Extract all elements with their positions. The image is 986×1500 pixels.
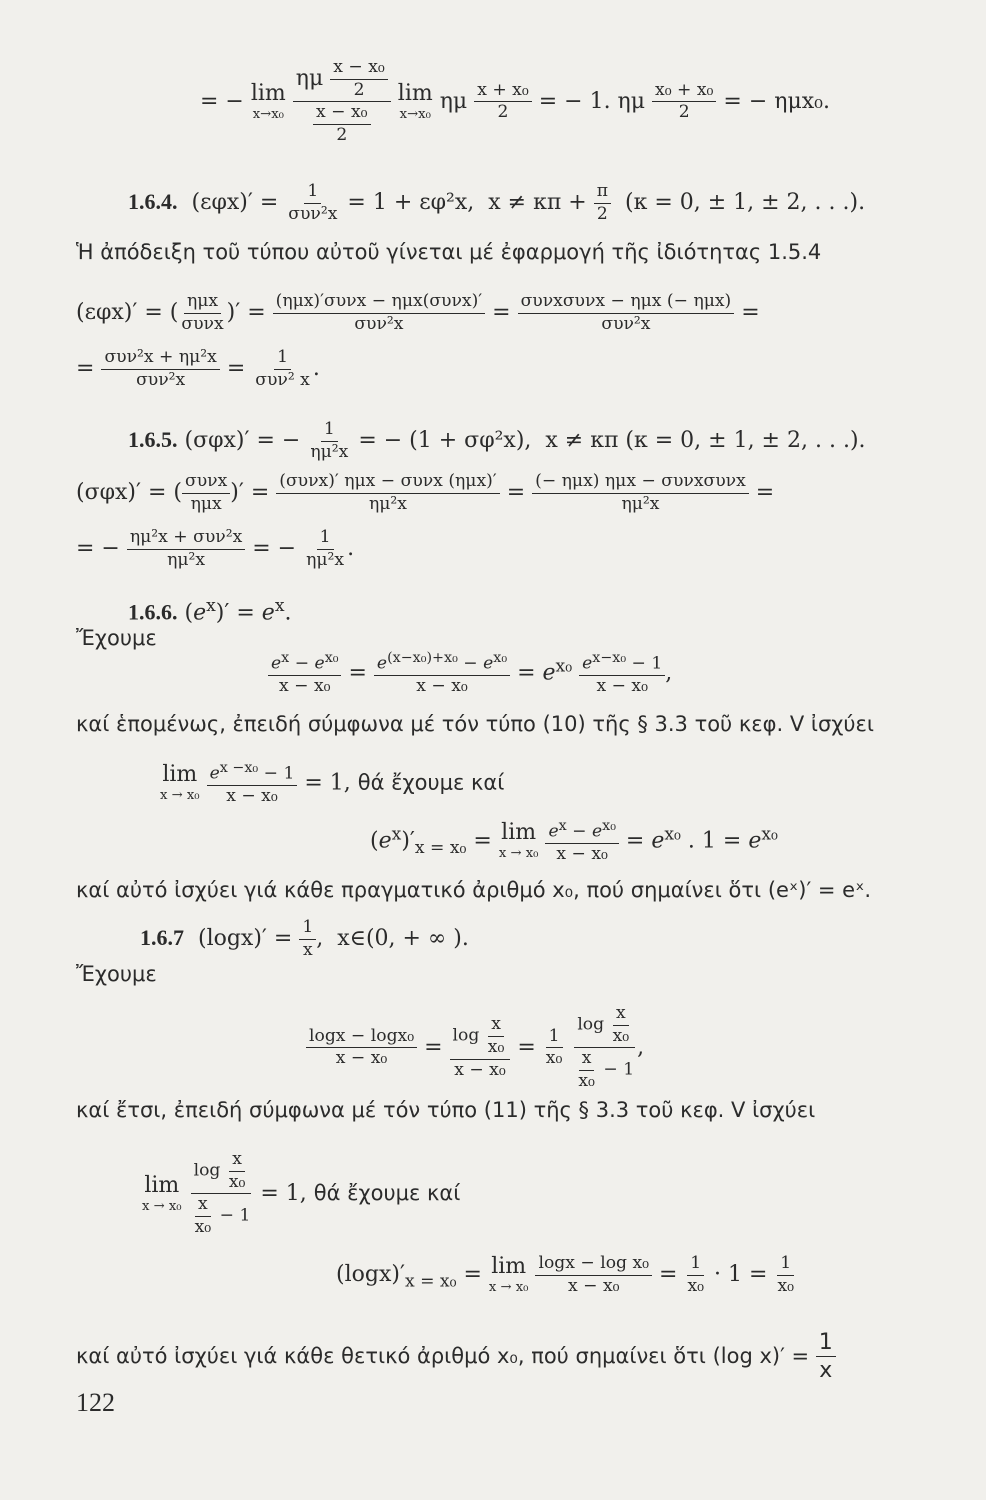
equation: lim x → x₀ $\frac{e^{x -x_0} - 1}{\text{x − x₀}}$ = 1, θά ἔχουμε καί [160,760,505,807]
equation: (εφx)′ = ( ημx συνx )′ = (ημx)′συνx − ημx(συνx)′ συν²x = συνxσυνx − ημx (− ημx) συν²x = [76,291,760,334]
equation: lim x → x₀ log $\frac{x}{\text{x₀}}$ $\frac{x}{\text{x₀}}$ − 1 = 1, θά ἔχουμε καί [142,1149,461,1238]
section-1-6-7-formula: 1.6.7 (logx)′ = $\frac{1}{x}$ , x∈(0, + ∞ ). [140,917,469,960]
paragraph: καί αὐτό ἰσχύει γιά κάθε θετικό ἀριθμό x₀, πού σημαίνει ὅτι (log x)′ = $\frac{1}{x}$ [76,1330,836,1384]
equation: $(e^x)'_{x = x_0} = \lim$ x → x₀ $\frac{e^x - e^{x_0}}{\text{x − x₀}}$ = $e^{x_0}$ . $1 = e^{x_0}$ [370,818,778,865]
inline-text: θά ἔχουμε καί [357,770,505,795]
section-1-6-4-formula: 1.6.4. (εφx)′ = 1 συν²x = 1 + εφ²x, x ≠ κπ + $\frac{\pi}{2}$ (κ = 0, ± 1, ± 2, . . .). [128,181,866,224]
section-heading: 1.6.7 [140,925,184,951]
section-1-6-5-formula: 1.6.5. (σφx)′ = − $\frac{1}{\text{ημ²x}}$ = − (1 + σφ²x), x ≠ κπ (κ = 0, ± 1, ± 2, . . .). [128,419,866,462]
inline-text: θά ἔχουμε καί [313,1180,461,1205]
equation: $\frac{e^x - e^{x_0}}{\text{x − x₀}}$ = $\frac{e^{(x-x_0)+x_0} - e^{x_0}}{\text{x − x₀}}$ = $e^{x_0}$ $\frac{e^{x-x_0} - 1}{\text{x − x₀}}$ , [268,650,672,697]
equation: $(\log x)'_{x = x_0} = \lim$ x → x₀ $\frac{\text{logx − log x₀}}{\text{x − x₀}}$ = $\frac{1}{\text{x₀}}$ · 1 = $\frac{1}{\text{x₀}}$ [336,1253,794,1296]
equation: (σφx)′ = ( συνx ημx )′ = (συνx)′ ημx − συνx (ημx)′ ημ²x = (− ημx) ημx − συνxσυνx ημ²x = [76,471,775,514]
equation: $\frac{\text{logx − logx₀}}{\text{x − x₀}}$ = log $\frac{x}{\text{x₀}}$ x − x₀ = $\frac{1}{\text{x₀}}$ log $\frac{x}{\text{x₀}}$ $\frac{x}{\text{x₀}}$ − 1 , [306,1004,644,1092]
equation: = − ημ²x + συν²x ημ²x = − $\frac{1}{\text{ημ²x}}$ . [76,527,355,570]
section-heading: 1.6.4. [128,189,178,215]
paragraph: καί ἑπομένως, ἐπειδή σύμφωνα μέ τόν τύπο (10) τῆς § 3.3 τοῦ κεφ. V ἰσχύει [76,712,875,736]
paragraph: καί αὐτό ἰσχύει γιά κάθε πραγματικό ἀριθμό x₀, πού σημαίνει ὅτι (eˣ)′ = eˣ. [76,878,872,902]
section-heading: 1.6.6. [128,599,178,625]
page-number: 122 [76,1388,115,1417]
section-heading: 1.6.5. [128,427,178,453]
paragraph: καί ἔτσι, ἐπειδή σύμφωνα μέ τόν τύπο (11) τῆς § 3.3 τοῦ κεφ. V ἰσχύει [76,1098,816,1122]
paragraph: Ἡ ἀπόδειξη τοῦ τύπου αὐτοῦ γίνεται μέ ἐφαρμογή τῆς ἰδιότητας 1.5.4 [76,240,822,264]
equation-top: = − lim x→x₀ ημ $\frac{\text{x − x₀}}{2}$ $\frac{\text{x − x₀}}{2}$ lim x→x₀ ημ $\frac{\text{x + x₀}}{2}$ = − 1. ημ $\frac{\text{x₀ + x₀}}{2}$ = − ημx₀. [200,57,830,146]
paragraph: Ἔχουμε [76,962,157,986]
paragraph: Ἔχουμε [76,626,157,650]
equation: = συν²x + ημ²x συν²x = 1 συν² x . [76,347,320,390]
section-1-6-6-formula: 1.6.6. $(e^x)' = e^x$. [128,596,292,626]
